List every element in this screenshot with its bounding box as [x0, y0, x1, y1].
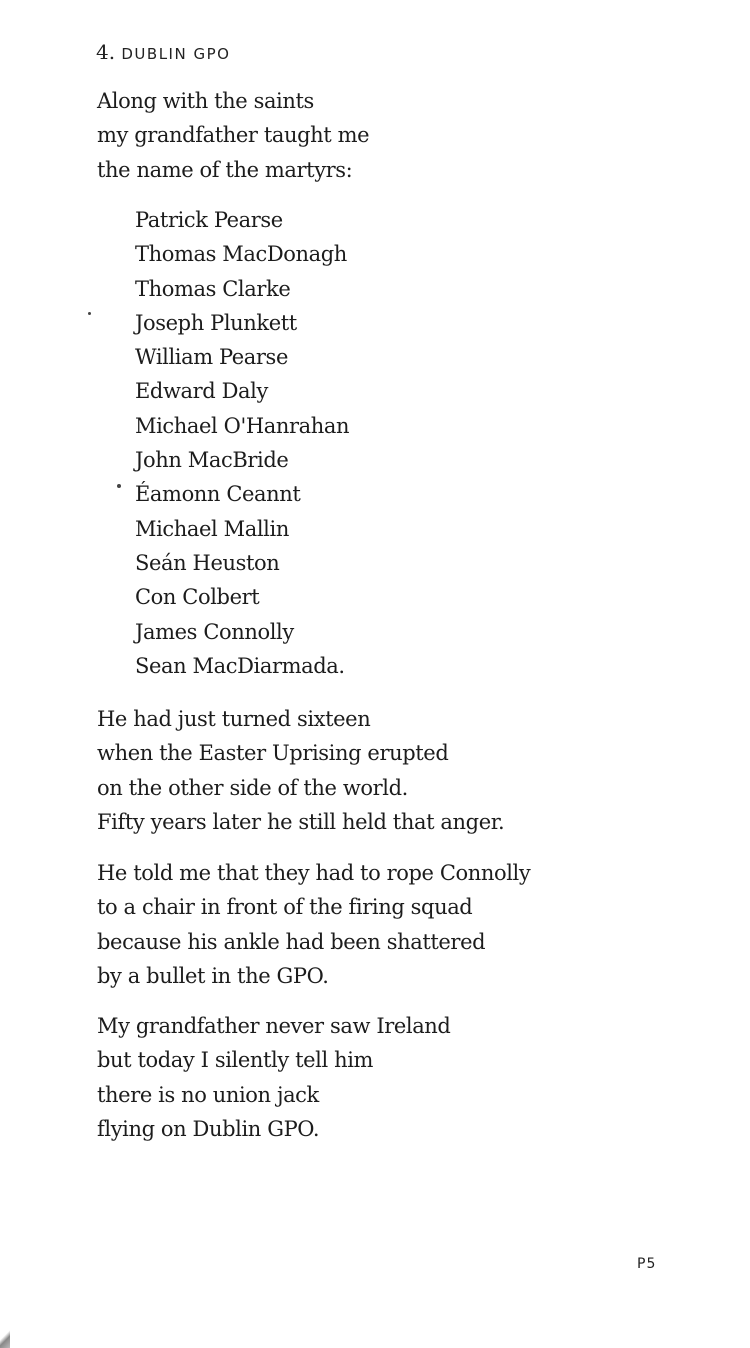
martyr-name: Michael Mallin	[135, 516, 289, 541]
poem-number: 4.	[96, 40, 116, 64]
martyr-name: Thomas Clarke	[135, 276, 291, 301]
poem-line: Fifty years later he still held that anger.	[97, 809, 505, 834]
martyr-name: Sean MacDiarmada.	[135, 653, 345, 678]
stanza-fifth	[97, 1009, 450, 1146]
martyr-name: Joseph Plunkett	[135, 310, 297, 335]
poem-line: He told me that they had to rope Connolly	[97, 861, 531, 885]
scan-edge-shadow	[0, 1328, 10, 1348]
poem-line: the name of the martyrs:	[97, 157, 353, 182]
poem-line: my grandfather taught me	[97, 123, 370, 148]
martyr-name: Michael O'Hanrahan	[135, 413, 350, 438]
poem-line: Along with the saints	[97, 89, 314, 113]
poem-line: My grandfather never saw Ireland	[97, 1014, 451, 1038]
poem-line: to a chair in front of the firing squad	[97, 895, 473, 920]
page-number: P5	[637, 1256, 657, 1272]
martyr-name: William Pearse	[135, 345, 288, 370]
martyr-name: Seán Heuston	[135, 550, 280, 575]
poem-line: flying on Dublin GPO.	[97, 1116, 320, 1141]
poem-line: when the Easter Uprising erupted	[97, 741, 449, 766]
scan-speck	[88, 312, 91, 315]
martyr-name: James Connolly	[135, 619, 294, 644]
stanza-third	[97, 702, 504, 839]
stanza-fourth	[97, 856, 530, 993]
poem-line: on the other side of the world.	[97, 775, 408, 800]
martyr-name: Edward Daly	[135, 379, 268, 404]
poem-line: because his ankle had been shattered	[97, 929, 486, 954]
martyr-name: Patrick Pearse	[135, 208, 283, 232]
poem-line: but today I silently tell him	[97, 1048, 374, 1073]
martyr-name: Con Colbert	[135, 585, 260, 610]
stanza-martyrs-list	[135, 203, 349, 683]
martyr-name: Éamonn Ceannt	[135, 482, 301, 507]
scan-speck	[117, 484, 121, 488]
poem-line: there is no union jack	[97, 1082, 319, 1107]
martyr-name: John MacBride	[135, 448, 289, 473]
poem-heading	[96, 40, 230, 64]
martyr-name: Thomas MacDonagh	[135, 242, 347, 267]
poem-line: He had just turned sixteen	[97, 707, 371, 731]
poem-title: DUBLIN GPO	[121, 45, 231, 63]
stanza-intro	[97, 84, 369, 187]
poem-line: by a bullet in the GPO.	[97, 963, 329, 988]
